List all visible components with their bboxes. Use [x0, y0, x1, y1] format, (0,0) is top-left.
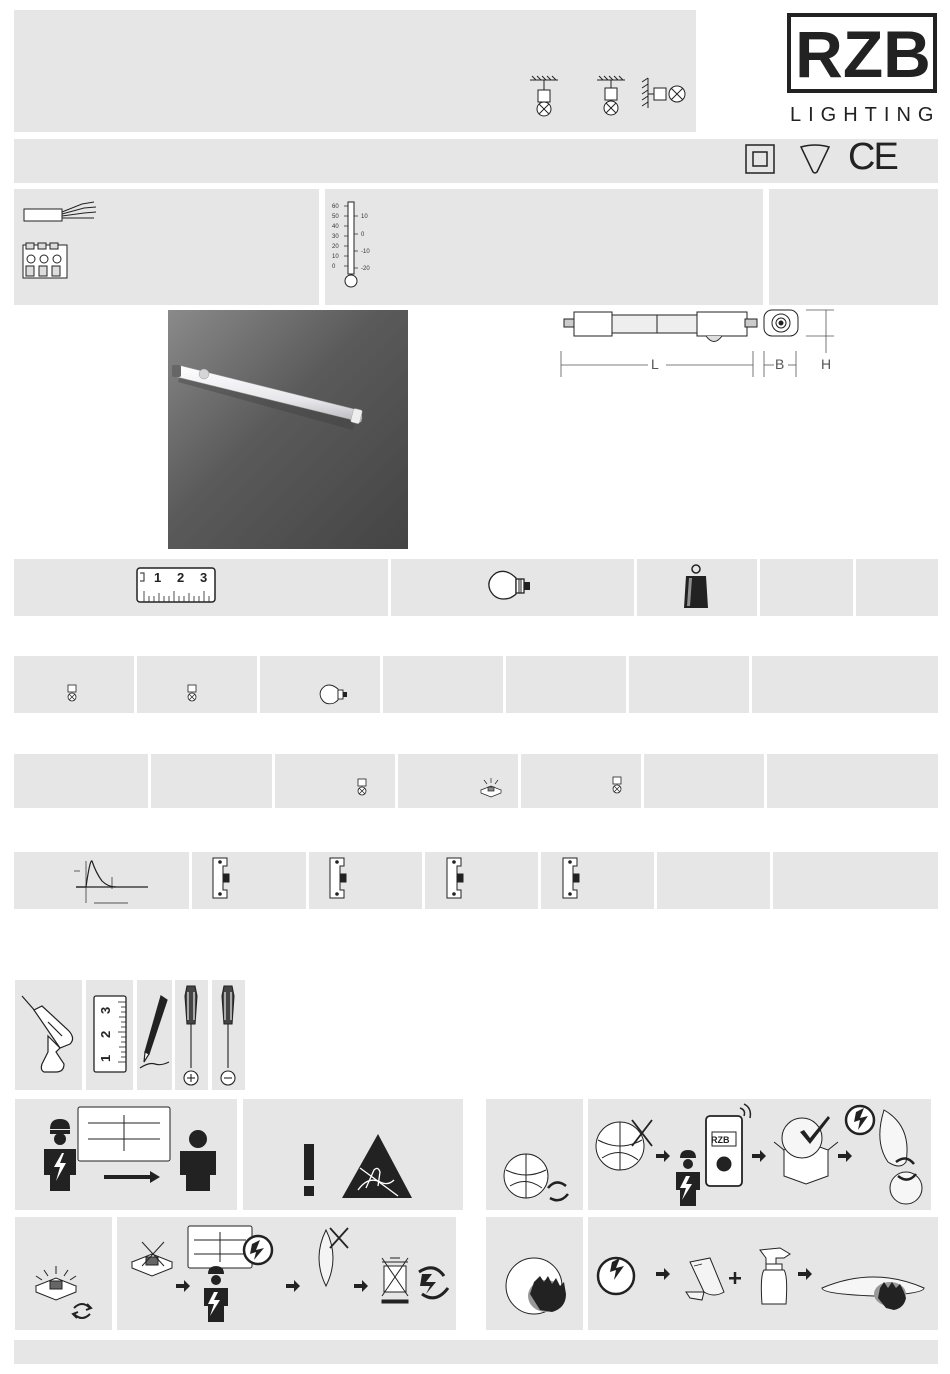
- folding-ruler-icon: [90, 994, 130, 1074]
- cleaning-hand-icon: [504, 1254, 570, 1318]
- thermometer-left-label: 0: [332, 264, 336, 270]
- spec2-cell-4: [383, 656, 503, 713]
- luminaire-tube-image: [168, 310, 408, 549]
- spec3-cell-2: [151, 754, 272, 808]
- thermometer-right-label: -20: [361, 266, 370, 272]
- bulb-icon: [486, 570, 538, 602]
- thermometer-left-label: 10: [332, 254, 339, 260]
- inrush-current-icon: [72, 857, 150, 905]
- spec-row-4: [14, 852, 938, 909]
- spec2-cell-6: [629, 656, 749, 713]
- circuit-breaker-icon: [326, 856, 348, 900]
- diffuser-replace-icon: [500, 1150, 576, 1204]
- dimension-height-label: H: [821, 356, 832, 372]
- luminaire-small-icon: [66, 684, 78, 704]
- thermometer-left-label: 20: [332, 244, 339, 250]
- header-panel: [14, 10, 696, 132]
- weight-icon: [683, 564, 709, 610]
- spec3-cell-1: [14, 754, 148, 808]
- spec-row-2: [14, 656, 938, 713]
- diffuser-replace-steps: [594, 1102, 930, 1208]
- bulb-small-icon: [318, 684, 352, 706]
- footer-bar: [14, 1340, 938, 1364]
- thermometer-left-label: 60: [332, 204, 339, 210]
- logo-sub-text: LIGHTING: [790, 104, 941, 126]
- spec4-cell-6: [657, 852, 770, 909]
- cleaning-steps: [594, 1232, 938, 1322]
- ce-mark-icon: CE: [848, 136, 897, 178]
- thermometer-right-label: -10: [361, 249, 370, 255]
- wall-mount-icon: [640, 76, 688, 112]
- dimension-drawing: [556, 305, 846, 380]
- screwdriver-phillips-icon: [178, 984, 204, 1088]
- spec4-cell-5: [541, 852, 654, 909]
- spec3-cell-5: [521, 754, 641, 808]
- tool-ruler-number-2: 2: [98, 1030, 113, 1038]
- thermometer-left-label: 40: [332, 224, 339, 230]
- info-panel-right: [769, 189, 938, 305]
- ruler-number-3: 3: [200, 570, 208, 585]
- spec-cell-b: [856, 559, 938, 616]
- thermometer-left-label: 50: [332, 214, 339, 220]
- tool-ruler-number-1: 1: [98, 1054, 113, 1062]
- spec-row-3: [14, 754, 938, 808]
- led-module-icon: [479, 776, 503, 798]
- temperature-panel: [325, 189, 763, 305]
- dimension-length-label: L: [651, 356, 659, 372]
- tool-ruler-number-3: 3: [98, 1006, 113, 1014]
- triangle-mark-icon: [798, 143, 832, 175]
- spec4-cell-4: [425, 852, 538, 909]
- thermometer-icon: [330, 198, 380, 290]
- spec4-cell-7: [773, 852, 938, 909]
- cable-icon: [22, 198, 98, 224]
- thermometer-left-label: 30: [332, 234, 339, 240]
- drill-icon: [18, 992, 80, 1076]
- thermometer-right-label: 10: [361, 214, 368, 220]
- protection-class-icon: [745, 144, 775, 174]
- app-logo-text: RZB: [711, 1135, 730, 1145]
- electrician-handover-icon: [38, 1105, 224, 1195]
- ceiling-mount-icon: [595, 76, 627, 122]
- ruler-number-1: 1: [154, 570, 162, 585]
- spec3-cell-6: [644, 754, 764, 808]
- luminaire-small-icon: [356, 778, 368, 798]
- circuit-breaker-icon: [209, 856, 231, 900]
- logo-main-text: RZB: [795, 17, 931, 91]
- led-module-replace-icon: [32, 1264, 98, 1324]
- screwdriver-flat-icon: [215, 984, 241, 1088]
- spec3-cell-3: [275, 754, 395, 808]
- spec3-cell-7: [767, 754, 938, 808]
- led-replace-steps: [126, 1222, 456, 1326]
- circuit-breaker-icon: [443, 856, 465, 900]
- esd-warning-icon: [298, 1132, 414, 1202]
- luminaire-small-icon: [186, 684, 198, 704]
- spec2-cell-7: [752, 656, 938, 713]
- spec2-cell-5: [506, 656, 626, 713]
- luminaire-small-icon: [611, 776, 623, 796]
- circuit-breaker-icon: [559, 856, 581, 900]
- ruler-icon: [136, 567, 216, 603]
- thermometer-right-label: 0: [361, 232, 365, 238]
- terminal-block-icon: [22, 242, 68, 280]
- ruler-number-2: 2: [177, 570, 185, 585]
- spec-cell-a: [760, 559, 853, 616]
- ceiling-mount-icon: [528, 76, 560, 122]
- dimension-width-label: B: [775, 356, 785, 372]
- pencil-icon: [139, 992, 171, 1072]
